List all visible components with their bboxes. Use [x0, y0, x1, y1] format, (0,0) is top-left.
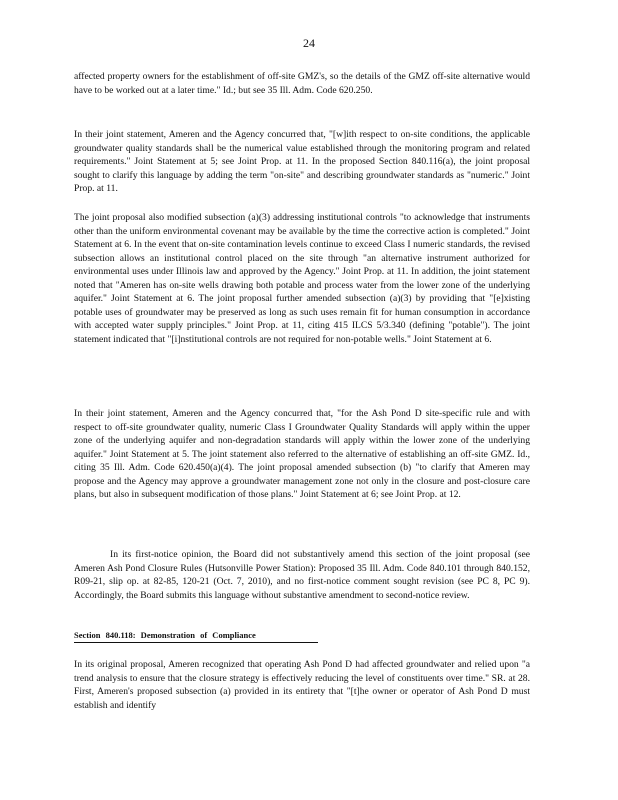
paragraph-off-site-standards: In their joint statement, Ameren and the Agency concurred that, "for the Ash Pond D site-specific rule and with respect to off-site groundwater quality, numeric Class I Groundwater Quality Standards will apply within the upper zone of the underlying aquifer and non-degradation standards will apply within the lower zone of the underlying aquifer." Joint Statement at 5. The joint statement also referred to the alternative of establishing an off-site GMZ. Id., citing 35 Ill. Adm. Code 620.450(a)(4). The joint proposal amended subsection (b) "to clarify that Ameren may propose and the Agency may approve a groundwater management zone not only in the closure and post-closure care plans, but also in subsequent modification of those plans." Joint Statement at 6; see Joint Prop. at 12. [74, 408, 530, 500]
paragraph-first-notice: In its first-notice opinion, the Board did not substantively amend this section of the joint proposal (see Ameren Ash Pond Closure Rules (Hutsonville Power Station): Proposed 35 Ill. Adm. Code 840.101 through 840.152, R09-21, slip op. at 82-85, 120-21 (Oct. 7, 2010), and no first-notice comment sought revision (see PC 8, PC 9). Accordingly, the Board submits this language without substantive amendment to second-notice review. [74, 549, 530, 601]
section-heading: Section 840.118: Demonstration of Compliance [74, 630, 256, 640]
page-number: 24 [303, 36, 315, 50]
paragraph-on-site-standards: In their joint statement, Ameren and the Agency concurred that, "[w]ith respect to on-site conditions, the applicable groundwater quality standards shall be the numerical value established through the monitoring program and related requirements." Joint Statement at 5; see Joint Prop. at 11. In the proposed Section 840.116(a), the joint proposal sought to clarify this language by adding the term "on-site" and describing groundwater standards as "numeric." Joint Prop. at 11. [74, 129, 530, 194]
section-heading-underline [74, 642, 318, 643]
paragraph-original-proposal: In its original proposal, Ameren recognized that operating Ash Pond D had affected groundwater and relied upon "a trend analysis to ensure that the closure strategy is effectively reducing the level of constituents over time." SR. at 28. First, Ameren's proposed subsection (a) provided in its entirety that "[t]he owner or operator of Ash Pond D must establish and identify [74, 659, 530, 711]
paragraph-institutional-controls: The joint proposal also modified subsection (a)(3) addressing institutional controls "to acknowledge that instruments other than the uniform environmental covenant may be available by the time the corrective action is completed." Joint Statement at 6. In the event that on-site contamination levels continue to exceed Class I numeric standards, the revised subsection allows an institutional control placed on the site through "an alternative instrument authorized for environmental uses under Illinois law and approved by the Agency." Joint Prop. at 11. In addition, the joint statement noted that "Ameren has on-site wells drawing both potable and process water from the lower zone of the underlying aquifer." Joint Statement at 6. The joint proposal further amended subsection (a)(3) by providing that "[e]xisting potable uses of groundwater may be preserved as long as such uses remain fit for human consumption in accordance with accepted water supply principles." Joint Prop. at 11, citing 415 ILCS 5/3.340 (defining "potable"). The joint statement indicated that "[i]nstitutional controls are not required for non-potable wells." Joint Statement at 6. [74, 212, 530, 345]
paragraph-continuation: affected property owners for the establishment of off-site GMZ's, so the details of the GMZ off-site alternative would have to be worked out at a later time." Id.; but see 35 Ill. Adm. Code 620.250. [74, 71, 530, 96]
